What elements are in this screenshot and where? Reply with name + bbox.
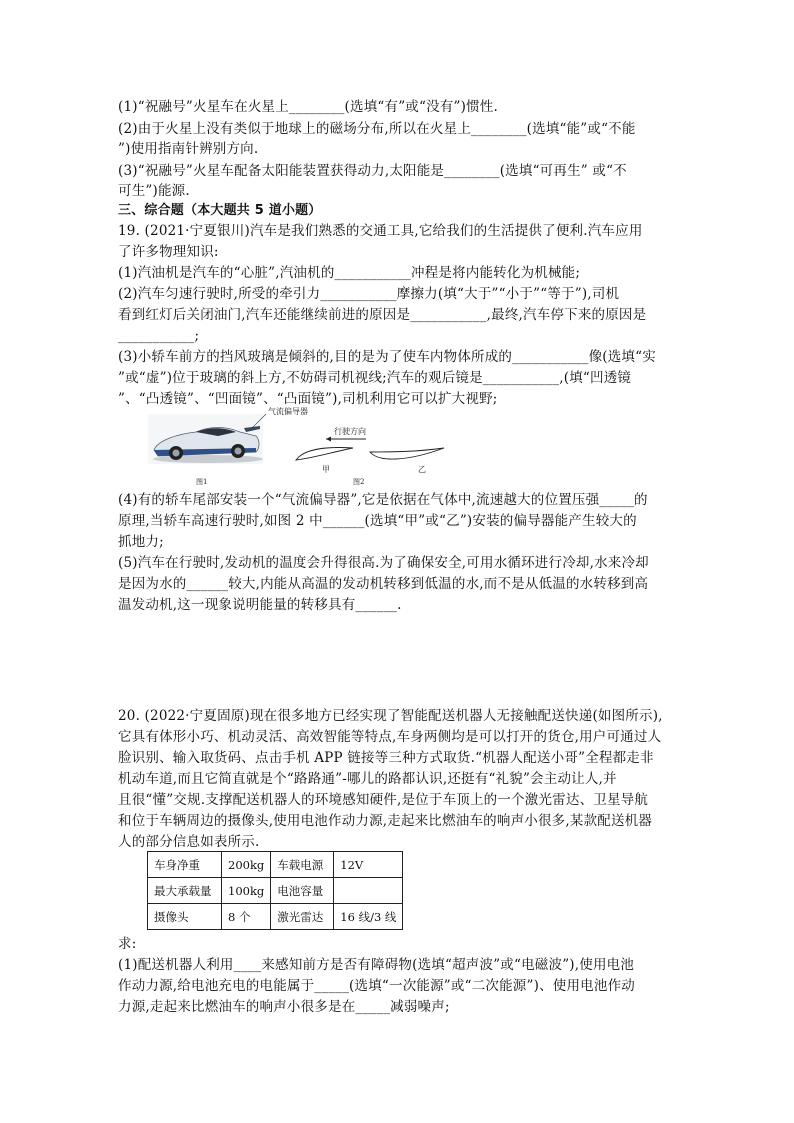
q20-line-1: 20. (2022·宁夏固原)现在很多地方已经实现了智能配送机器人无接触配送快递(如图所示),: [118, 708, 663, 724]
table-cell: 车载电源: [271, 852, 334, 878]
jia-label: 甲: [322, 465, 330, 474]
table-row: [148, 904, 403, 930]
q19-line-12: 抓地力;: [118, 534, 164, 550]
q19-line-2: 了许多物理知识:: [118, 244, 219, 260]
q20-line-3: 脸识别、输入取货码、点击手机 APP 链接等三种方式取货.“机器人配送小哥”全程都走非: [118, 750, 654, 766]
table-cell: 摄像头: [148, 904, 222, 930]
q20-sub-line-1: (1)配送机器人利用____来感知前方是否有障碍物(选填“超声波”或“电磁波”),使用电池: [118, 957, 635, 973]
q19-line-5: 看到红灯后关闭油门,汽车还能继续前进的原因是___________,最终,汽车停下来的原因是: [118, 307, 647, 323]
table-cell: 最大承载量: [148, 878, 222, 904]
table-cell: 100kg: [222, 878, 271, 904]
q18-line-3: ”)使用指南针辨别方向.: [118, 141, 259, 157]
fig2-caption: 图2: [353, 478, 365, 486]
table-row: [148, 878, 403, 904]
car-image: [148, 414, 266, 464]
table-cell: [334, 878, 403, 904]
q19-line-10: (4)有的轿车尾部安装一个“气流偏导器”,它是依据在气体中,流速越大的位置压强_____的: [118, 492, 648, 508]
q20-line-4: 机动车道,而且它简直就是个“路路通”-哪儿的路都认识,还挺有“礼貌”会主动让人,并: [118, 771, 617, 787]
q20-line-2: 它具有体形小巧、机动灵活、高效智能等特点,车身两侧均是可以打开的货仓,用户可通过人: [118, 729, 662, 745]
arrow-head: [326, 437, 331, 442]
q20-sub-line-3: 力源,走起来比燃油车的响声小很多是在_____减弱噪声;: [118, 999, 450, 1015]
robot-spec-table: [147, 851, 403, 930]
q19-line-3: (1)汽油机是汽车的“心脏”,汽油机的___________冲程是将内能转化为机械能;: [118, 265, 581, 281]
deflector-yi-shape: [370, 448, 444, 459]
deflector-label: 气流偏导器: [268, 407, 308, 416]
car-deflector-figure: [148, 404, 448, 486]
q18-line-5: 可生”)能源.: [118, 183, 190, 199]
q19-line-8: ”或“虚”)位于玻璃的斜上方,不妨碍司机视线;汽车的观后镜是___________,(填“凹透镜: [118, 370, 632, 386]
q19-line-4: (2)汽车匀速行驶时,所受的牵引力___________摩擦力(填“大于”“小于”“等于”),司机: [118, 286, 620, 302]
deflector-jia-shape: [296, 448, 353, 461]
q19-line-1: 19. (2021·宁夏银川)汽车是我们熟悉的交通工具,它给我们的生活提供了便利.汽车应用: [118, 223, 643, 239]
table-cell: 车身净重: [148, 852, 222, 878]
q20-line-5: 且很“懂”交规.支撑配送机器人的环境感知硬件,是位于车顶上的一个激光雷达、卫星导航: [118, 792, 649, 808]
q19-line-6: ___________;: [118, 328, 200, 344]
q18-line-4: (3)“祝融号”火星车配备太阳能装置获得动力,太阳能是________(选填“可再生” 或“不: [118, 163, 627, 179]
q20-ask: 求:: [118, 936, 137, 952]
table-cell: 200kg: [222, 852, 271, 878]
q18-line-2: (2)由于火星上没有类似于地球上的磁场分布,所以在火星上________(选填“能”或“不能: [118, 121, 636, 137]
fig1-caption: 图1: [196, 478, 208, 486]
q20-sub-line-2: 作动力源,给电池充电的电能属于_____(选填“一次能源”或“二次能源”)、使用电池作动: [118, 978, 635, 994]
table-cell: 12V: [334, 852, 403, 878]
q19-line-13: (5)汽车在行驶时,发动机的温度会升得很高.为了确保安全,可用水循环进行冷却,水来冷却: [118, 555, 649, 571]
q19-line-7: (3)小轿车前方的挡风玻璃是倾斜的,目的是为了使车内物体所成的___________像(选填“实: [118, 349, 656, 365]
q19-line-15: 温发动机,这一现象说明能量的转移具有______.: [118, 597, 402, 613]
q18-line-1: (1)“祝融号”火星车在火星上________(选填“有”或“没有”)惯性.: [118, 99, 498, 115]
q19-line-11: 原理,当轿车高速行驶时,如图 2 中______(选填“甲”或“乙”)安装的偏导器能产生较大的: [118, 513, 637, 529]
q20-line-6: 和位于车辆周边的摄像头,使用电池作动力源,走起来比燃油车的响声小很多,某款配送机器: [118, 813, 653, 829]
table-row: [148, 852, 403, 878]
table-cell: 电池容量: [271, 878, 334, 904]
table-cell: 8 个: [222, 904, 271, 930]
q19-line-14: 是因为水的______较大,内能从高温的发动机转移到低温的水,而不是从低温的水转移到高: [118, 576, 649, 592]
section-title: 三、综合题（本大题共 5 道小题）: [118, 203, 322, 218]
q20-line-7: 人的部分信息如表所示.: [118, 834, 260, 850]
table-cell: 16 线/3 线: [334, 904, 403, 930]
table-cell: 激光雷达: [271, 904, 334, 930]
q19-line-9: ”、“凸透镜”、“凹面镜”、“凸面镜”),司机利用它可以扩大视野;: [118, 391, 498, 407]
direction-label: 行驶方向: [334, 427, 366, 436]
figure-svg: [148, 404, 448, 486]
yi-label: 乙: [418, 465, 426, 474]
